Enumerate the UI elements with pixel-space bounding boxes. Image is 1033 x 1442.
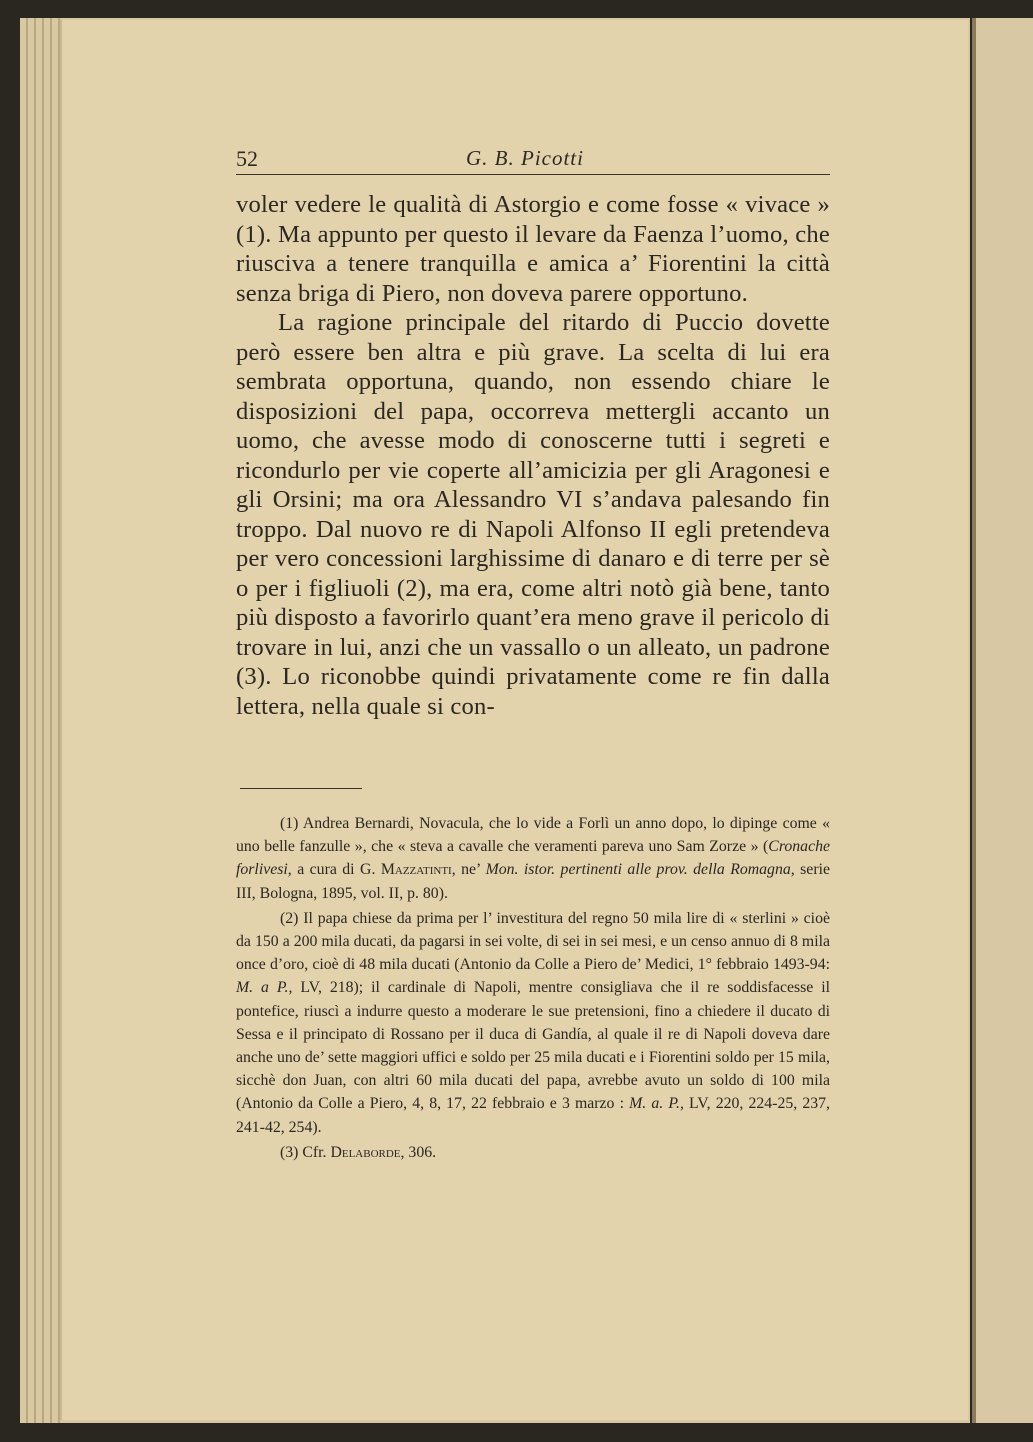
page-header bbox=[236, 128, 830, 175]
page-edge bbox=[42, 18, 44, 1423]
paragraph: voler vedere le qualità di Astorgio e come fosse « vivace » (1). Ma appunto per questo il levare da Faenza l’uomo, che riusciva a tenere tranquilla e amica a’ Fiorentini la città senza briga di Piero, non doveva parere opportuno. bbox=[236, 191, 830, 307]
footnote-3: (3) Cfr. Delaborde, 306. bbox=[280, 1143, 437, 1161]
adjacent-page-edge bbox=[972, 18, 1033, 1423]
page-edge bbox=[50, 18, 52, 1423]
footnote-separator bbox=[240, 788, 362, 789]
page-edge bbox=[34, 18, 36, 1423]
page-number: 52 bbox=[236, 146, 258, 171]
footnote-2: (2) Il papa chiese da prima per l’ investitura del regno 50 mila lire di « sterlini » cioè da 150 a 200 mila ducati, da pagarsi in sei volte, di sei in sei mesi, e un censo annuo di 8 mila once d’oro, cioè di 48 mila ducati (Antonio da Colle a Piero de’ Medici, 1° febbraio 1493-94: M. a P., LV, 218); il cardinale di Napoli, mentre consigliava che il re soddisfacesse il pontefice, riuscì a indurre questo a moderare le sue pretensioni, fino a chiedere il ducato di Sessa e il principato di Rossano per il duca di Gandía, al quale il re di Napoli doveva dare anche uno de’ sette maggiori uffici e soldo per 25 mila ducati e i Fiorentini soldo per 15 mila, sicchè don Juan, con altri 60 mila ducati del papa, avrebbe avuto un soldo di 100 mila (Antonio da Colle a Piero, 4, 8, 17, 22 febbraio e 3 marzo : M. a. P., LV, 220, 224-25, 237, 241-42, 254). bbox=[236, 909, 831, 1136]
main-text bbox=[236, 190, 830, 721]
footnote-1: (1) Andrea Bernardi, Novacula, che lo vide a Forlì un anno dopo, lo dipinge come « uno belle fanzulle », che « steva a cavalle che veramenti pareva uno Sam Zorze » (Cronache forlivesi, a cura di G. Mazzatinti, ne’ Mon. istor. pertinenti alle prov. della Romagna, serie III, Bologna, 1895, vol. II, p. 80). bbox=[236, 815, 830, 902]
running-title: G. B. Picotti bbox=[466, 146, 584, 170]
page-edge bbox=[58, 18, 60, 1423]
paragraph: La ragione principale del ritardo di Puccio dovette però essere ben altra e più grave. La scelta di lui era sembrata opportuna, quando, non essendo chiare le disposizioni del papa, occorreva mettergli accanto un uomo, che avesse modo di conoscerne tutti i segreti e ricondurlo per vie coperte all’amicizia per gli Aragonesi e gli Orsini; ma ora Alessandro VI s’andava palesando fin troppo. Dal nuovo re di Napoli Alfonso II egli pretendeva per vero concessioni larghissime di danaro e di terre per sè o per i figliuoli (2), ma era, come altri notò già bene, tanto più disposto a favorirlo quant’era meno grave il pericolo di trovare in lui, anzi che un vassallo o un alleato, un padrone (3). Lo riconobbe quindi privatamente come re fin dalla lettera, nella quale si con- bbox=[236, 309, 830, 720]
page-edge bbox=[26, 18, 28, 1423]
footnotes bbox=[236, 812, 830, 1166]
